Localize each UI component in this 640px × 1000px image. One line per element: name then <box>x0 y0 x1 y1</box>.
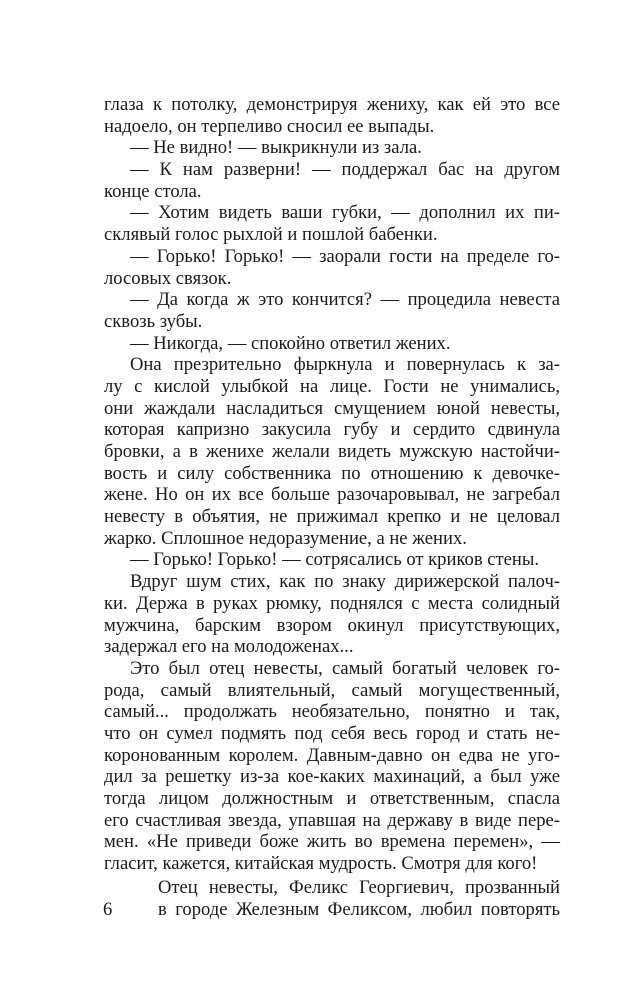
text-line: — Хотим видеть ваши губки, — дополнил их пи- <box>130 202 560 224</box>
text-line: Вдруг шум стих, как по знаку дирижерской палоч- <box>130 571 560 593</box>
text-line: они жаждали насладиться смущением юной невесты, <box>104 397 560 419</box>
text-line: — Да когда ж это кончится? — процедила невеста <box>130 289 560 311</box>
text-line: ки. Держа в руках рюмку, поднялся с места солидный <box>104 592 560 614</box>
text-line: глаза к потолку, демонстрируя жениху, как ей это все <box>104 94 560 115</box>
text-line: — Горько! Горько! — сотрясались от криков стены. <box>130 549 539 571</box>
text-line: мужчина, барским взором окинул присутствующих, <box>104 614 560 636</box>
text-line: — Не видно! — выкрикнули из зала. <box>130 137 422 159</box>
text-line: Это был отец невесты, самый богатый человек го- <box>130 657 560 679</box>
text-line: жене. Но он их все больше разочаровывал, не загребал <box>104 484 560 506</box>
text-line: тогда лицом должностным и ответственным, спасла <box>104 788 560 809</box>
text-line: — Никогда, — спокойно ответил жених. <box>130 332 451 354</box>
text-line: гласит, кажется, китайская мудрость. Смотря для кого! <box>104 853 538 875</box>
text-line: жарко. Сплошное недоразумение, а не жених. <box>104 527 467 549</box>
text-line: надоело, он терпеливо сносил ее выпады. <box>104 115 435 137</box>
text-line: мен. «Не приведи боже жить во времена перемен», — <box>104 831 560 853</box>
text-line: которая капризно закусила губу и сердито сдвинула <box>104 419 560 441</box>
footer-text-line: в городе Железным Феликсом, любил повторять <box>158 898 560 920</box>
text-line: что он сумел подмять под себя весь город и стать не- <box>104 722 560 744</box>
text-line: лосовых связок. <box>104 267 232 289</box>
text-line: его счастливая звезда, упавшая на державу в виде пере- <box>104 809 560 831</box>
text-line: дил за решетку из-за кое-каких махинаций, а был уже <box>104 766 560 788</box>
text-line: задержал его на молодоженах... <box>104 636 354 658</box>
footer-text-block <box>158 877 560 920</box>
text-line: вость и силу собственника по отношению к девочке- <box>104 462 560 484</box>
text-line: рода, самый влиятельный, самый могущественный, <box>104 679 560 701</box>
text-line: невесту в объятия, не прижимал крепко и не целовал <box>104 506 560 528</box>
text-line: самый... продолжать необязательно, понятно и так, <box>104 701 560 723</box>
text-column <box>104 94 560 875</box>
page-number: 6 <box>103 899 113 920</box>
text-line: — К нам разверни! — поддержал бас на другом <box>130 159 560 181</box>
text-line: лу с кислой улыбкой на лице. Гости не унимались, <box>104 375 560 397</box>
text-line: — Горько! Горько! — заорали гости на пределе го- <box>130 245 560 267</box>
text-line: склявый голос рыхлой и пошлой бабенки. <box>104 224 438 246</box>
text-line: бровки, а в женихе желали видеть мужскую настойчи- <box>104 441 560 462</box>
text-line: коронованным королем. Давным-давно он едва не уго- <box>104 744 560 766</box>
text-line: сквозь зубы. <box>104 310 203 332</box>
text-line: Она презрительно фыркнула и повернулась к за- <box>130 354 560 376</box>
text-line: конце стола. <box>104 180 202 202</box>
footer-text-line: Отец невесты, Феликс Георгиевич, прозванный <box>158 877 560 898</box>
